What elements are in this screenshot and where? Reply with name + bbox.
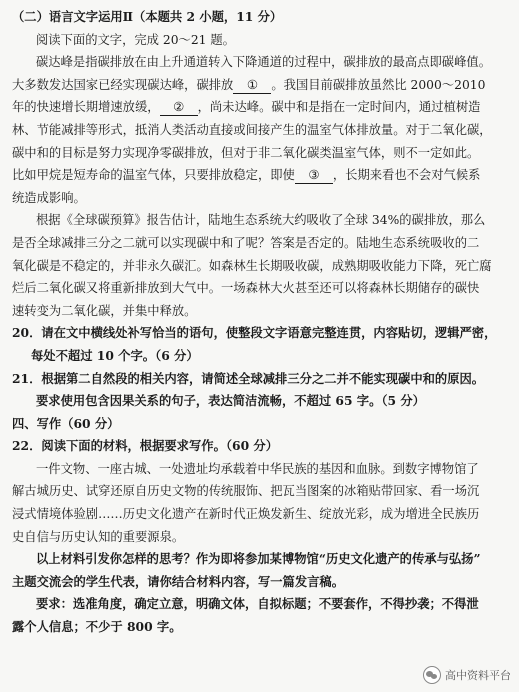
passage <box>12 51 507 322</box>
question-21-line: 要求使用包含因果关系的句子，表达简洁流畅，不超过 65 字。（5 分） <box>36 393 425 409</box>
material-line: 浸式情境体验剧……历史文化遗产在新时代正焕发新生、绽放光彩，成为增进全民族历 <box>12 507 480 522</box>
passage-line: 统造成影响。 <box>12 190 86 205</box>
watermark-text: 高中资料平台 <box>445 669 511 682</box>
requirement-line: 露个人信息；不少于 800 字。 <box>12 619 182 635</box>
section-4-title: 四、写作（60 分） <box>12 415 120 431</box>
passage-line: 碳中和的目标是努力实现净零碳排放，但对于非二氧化碳类温室气体，则不一定如此。 <box>12 145 480 160</box>
blank-2: ② <box>160 99 198 116</box>
passage-text: ，尚未达峰。碳中和是指在一定时间内，通过植树造 <box>197 100 481 115</box>
task-line: 以上材料引发你怎样的思考？作为即将参加某博物馆“历史文化遗产的传承与弘扬” <box>36 551 481 567</box>
passage-text: 大多数发达国家已经实现碳达峰，碳排放 <box>12 77 234 92</box>
watermark <box>423 666 511 684</box>
question-21 <box>12 368 507 413</box>
passage-text: 比如甲烷是短寿命的温室气体，只要排放稳定，即使 <box>12 168 295 183</box>
passage-line <box>12 164 507 187</box>
passage-line: 是否全球减排三分之二就可以实现碳中和了呢？答案是否定的。陆地生态系统吸收的二 <box>12 235 480 250</box>
passage-line: 根据《全球碳预算》报告估计，陆地生态系统大约吸收了全球 34%的碳排放，那么 <box>36 213 486 228</box>
material-line: 史自信与历史认知的重要源泉。 <box>12 529 185 544</box>
question-20 <box>12 322 507 367</box>
material-line: 解古城历史、试穿还原自历史文物的传统服饰、把瓦当图案的冰箱贴带回家、看一场沉 <box>12 484 480 499</box>
instruction: 阅读下面的文字，完成 20～21 题。 <box>36 32 235 47</box>
question-21-line: 21．根据第二自然段的相关内容，请简述全球减排三分之二并不能实现碳中和的原因。 <box>12 370 485 386</box>
question-20-line: 20．请在文中横线处补写恰当的语句，使整段文字语意完整连贯，内容贴切，逻辑严密， <box>12 325 497 341</box>
passage-line: 烂后二氧化碳又将重新排放到大气中。一场森林大火甚至还可以将森林长期储存的碳快 <box>12 281 480 296</box>
passage-line: 速转变为二氧化碳，并集中释放。 <box>12 303 197 318</box>
blank-3: ③ <box>295 167 333 184</box>
section-title: （二）语言文字运用Ⅱ（本题共 2 小题，11 分） <box>12 9 283 24</box>
passage-line: 碳达峰是指碳排放在由上升通道转入下降通道的过程中，碳排放的最高点即碳峰值。 <box>36 55 491 70</box>
question-22 <box>12 435 507 638</box>
passage-line <box>12 96 507 119</box>
blank-1: ① <box>233 77 271 94</box>
task-line: 主题交流会的学生代表，请你结合材料内容，写一篇发言稿。 <box>12 573 345 589</box>
requirement-line: 要求：选准角度，确定立意，明确文体，自拟标题；不要套作，不得抄袭；不得泄 <box>36 596 479 612</box>
passage-text: 年的快速增长期增速放缓， <box>12 100 160 115</box>
wechat-icon <box>423 666 441 684</box>
passage-text: 。我国目前碳排放虽然比 2000～2010 <box>271 77 486 92</box>
passage-text: ，长期来看也不会对气候系 <box>332 168 481 183</box>
material-line: 一件文物、一座古城、一处遗址均承载着中华民族的基因和血脉。到数字博物馆了 <box>36 461 479 476</box>
passage-line: 氧化碳是不稳定的，并非永久碳汇。如森林生长期吸收碳，成熟期吸收能力下降，死亡腐 <box>12 258 492 273</box>
question-20-line: 每处不超过 10 个字。（6 分） <box>31 347 199 363</box>
question-22-line: 22．阅读下面的材料，根据要求写作。（60 分） <box>12 438 278 454</box>
passage-line: 林、节能减排等形式，抵消人类活动直接或间接产生的温室气体排放量。对于二氧化碳， <box>12 122 492 137</box>
passage-line <box>12 74 507 97</box>
